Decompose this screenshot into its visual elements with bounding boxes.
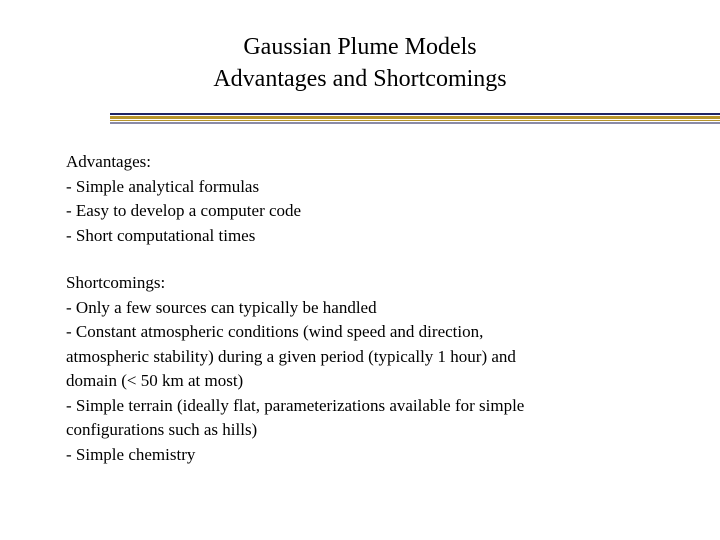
title-line-2: Advantages and Shortcomings — [213, 66, 507, 92]
divider-gray-stripe — [110, 122, 720, 124]
shortcoming-line: configurations such as hills) — [66, 420, 258, 439]
advantage-item: - Short computational times — [66, 225, 256, 245]
title-divider — [110, 113, 720, 125]
shortcomings-heading: Shortcomings: — [66, 273, 166, 292]
divider-navy-stripe — [110, 113, 720, 115]
shortcomings-section — [66, 271, 666, 467]
shortcoming-line: - Constant atmospheric conditions (wind speed and direction, — [66, 322, 484, 341]
section-spacer — [66, 248, 666, 271]
advantage-item: - Simple analytical formulas — [66, 176, 260, 196]
advantages-heading: Advantages: — [66, 152, 151, 171]
advantage-item: - Easy to develop a computer code — [66, 201, 302, 220]
shortcoming-line: atmospheric stability) during a given period (typically 1 hour) and — [66, 346, 516, 366]
shortcoming-line: - Only a few sources can typically be handled — [66, 297, 377, 317]
divider-gold-stripe — [110, 116, 720, 119]
shortcoming-line: - Simple chemistry — [66, 444, 196, 464]
shortcoming-line: domain (< 50 km at most) — [66, 371, 244, 390]
slide-body — [66, 150, 666, 467]
shortcoming-line: - Simple terrain (ideally flat, parameterizations available for simple — [66, 395, 525, 415]
title-line-1: Gaussian Plume Models — [243, 34, 477, 60]
slide-title — [0, 31, 720, 95]
divider-gold-thin-stripe — [110, 120, 720, 121]
advantages-section — [66, 150, 666, 248]
